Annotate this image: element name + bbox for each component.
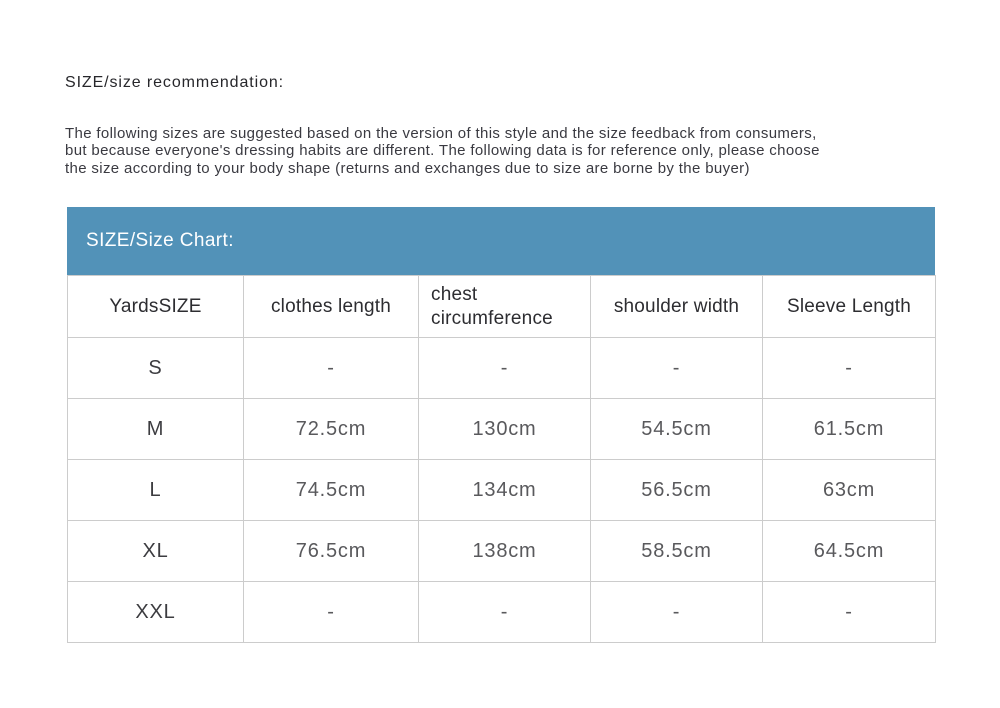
table-row [68,582,936,643]
table-cell: - [244,582,419,643]
size-cell: XL [68,521,244,582]
table-cell: - [591,338,763,399]
table-row [68,521,936,582]
size-cell: L [68,460,244,521]
table-cell: 76.5cm [244,521,419,582]
table-row [68,399,936,460]
table-row [68,460,936,521]
table-cell: - [591,582,763,643]
size-chart-title-bar [67,207,935,275]
size-recommendation-paragraph [65,125,820,177]
column-header-clothes-length: clothes length [244,276,419,338]
table-cell: 130cm [419,399,591,460]
paragraph-line: but because everyone's dressing habits are different. The following data is for reference only, please choose [65,142,820,160]
table-cell: 63cm [763,460,936,521]
table-cell: 74.5cm [244,460,419,521]
table-cell: 138cm [419,521,591,582]
table-row [68,338,936,399]
size-chart-section [67,207,935,643]
table-cell: 134cm [419,460,591,521]
size-chart-title: SIZE/Size Chart: [86,230,234,251]
table-cell: - [763,582,936,643]
column-header-chest-circumference: chest circumference [419,276,591,338]
table-cell: - [763,338,936,399]
size-cell: M [68,399,244,460]
paragraph-line: the size according to your body shape (returns and exchanges due to size are borne by the buyer) [65,159,750,177]
table-cell: 54.5cm [591,399,763,460]
page-title: SIZE/size recommendation: [65,74,285,91]
table-cell: 72.5cm [244,399,419,460]
table-cell: - [419,338,591,399]
table-cell: 58.5cm [591,521,763,582]
paragraph-line: The following sizes are suggested based on the version of this style and the size feedback from consumers, [65,125,817,142]
table-header-row [68,276,936,338]
table-cell: 64.5cm [763,521,936,582]
size-cell: XXL [68,582,244,643]
size-table [67,275,936,643]
table-cell: - [419,582,591,643]
table-cell: - [244,338,419,399]
size-cell: S [68,338,244,399]
column-header-size: YardsSIZE [68,276,244,338]
column-header-shoulder-width: shoulder width [591,276,763,338]
table-cell: 56.5cm [591,460,763,521]
column-header-sleeve-length: Sleeve Length [763,276,936,338]
table-cell: 61.5cm [763,399,936,460]
